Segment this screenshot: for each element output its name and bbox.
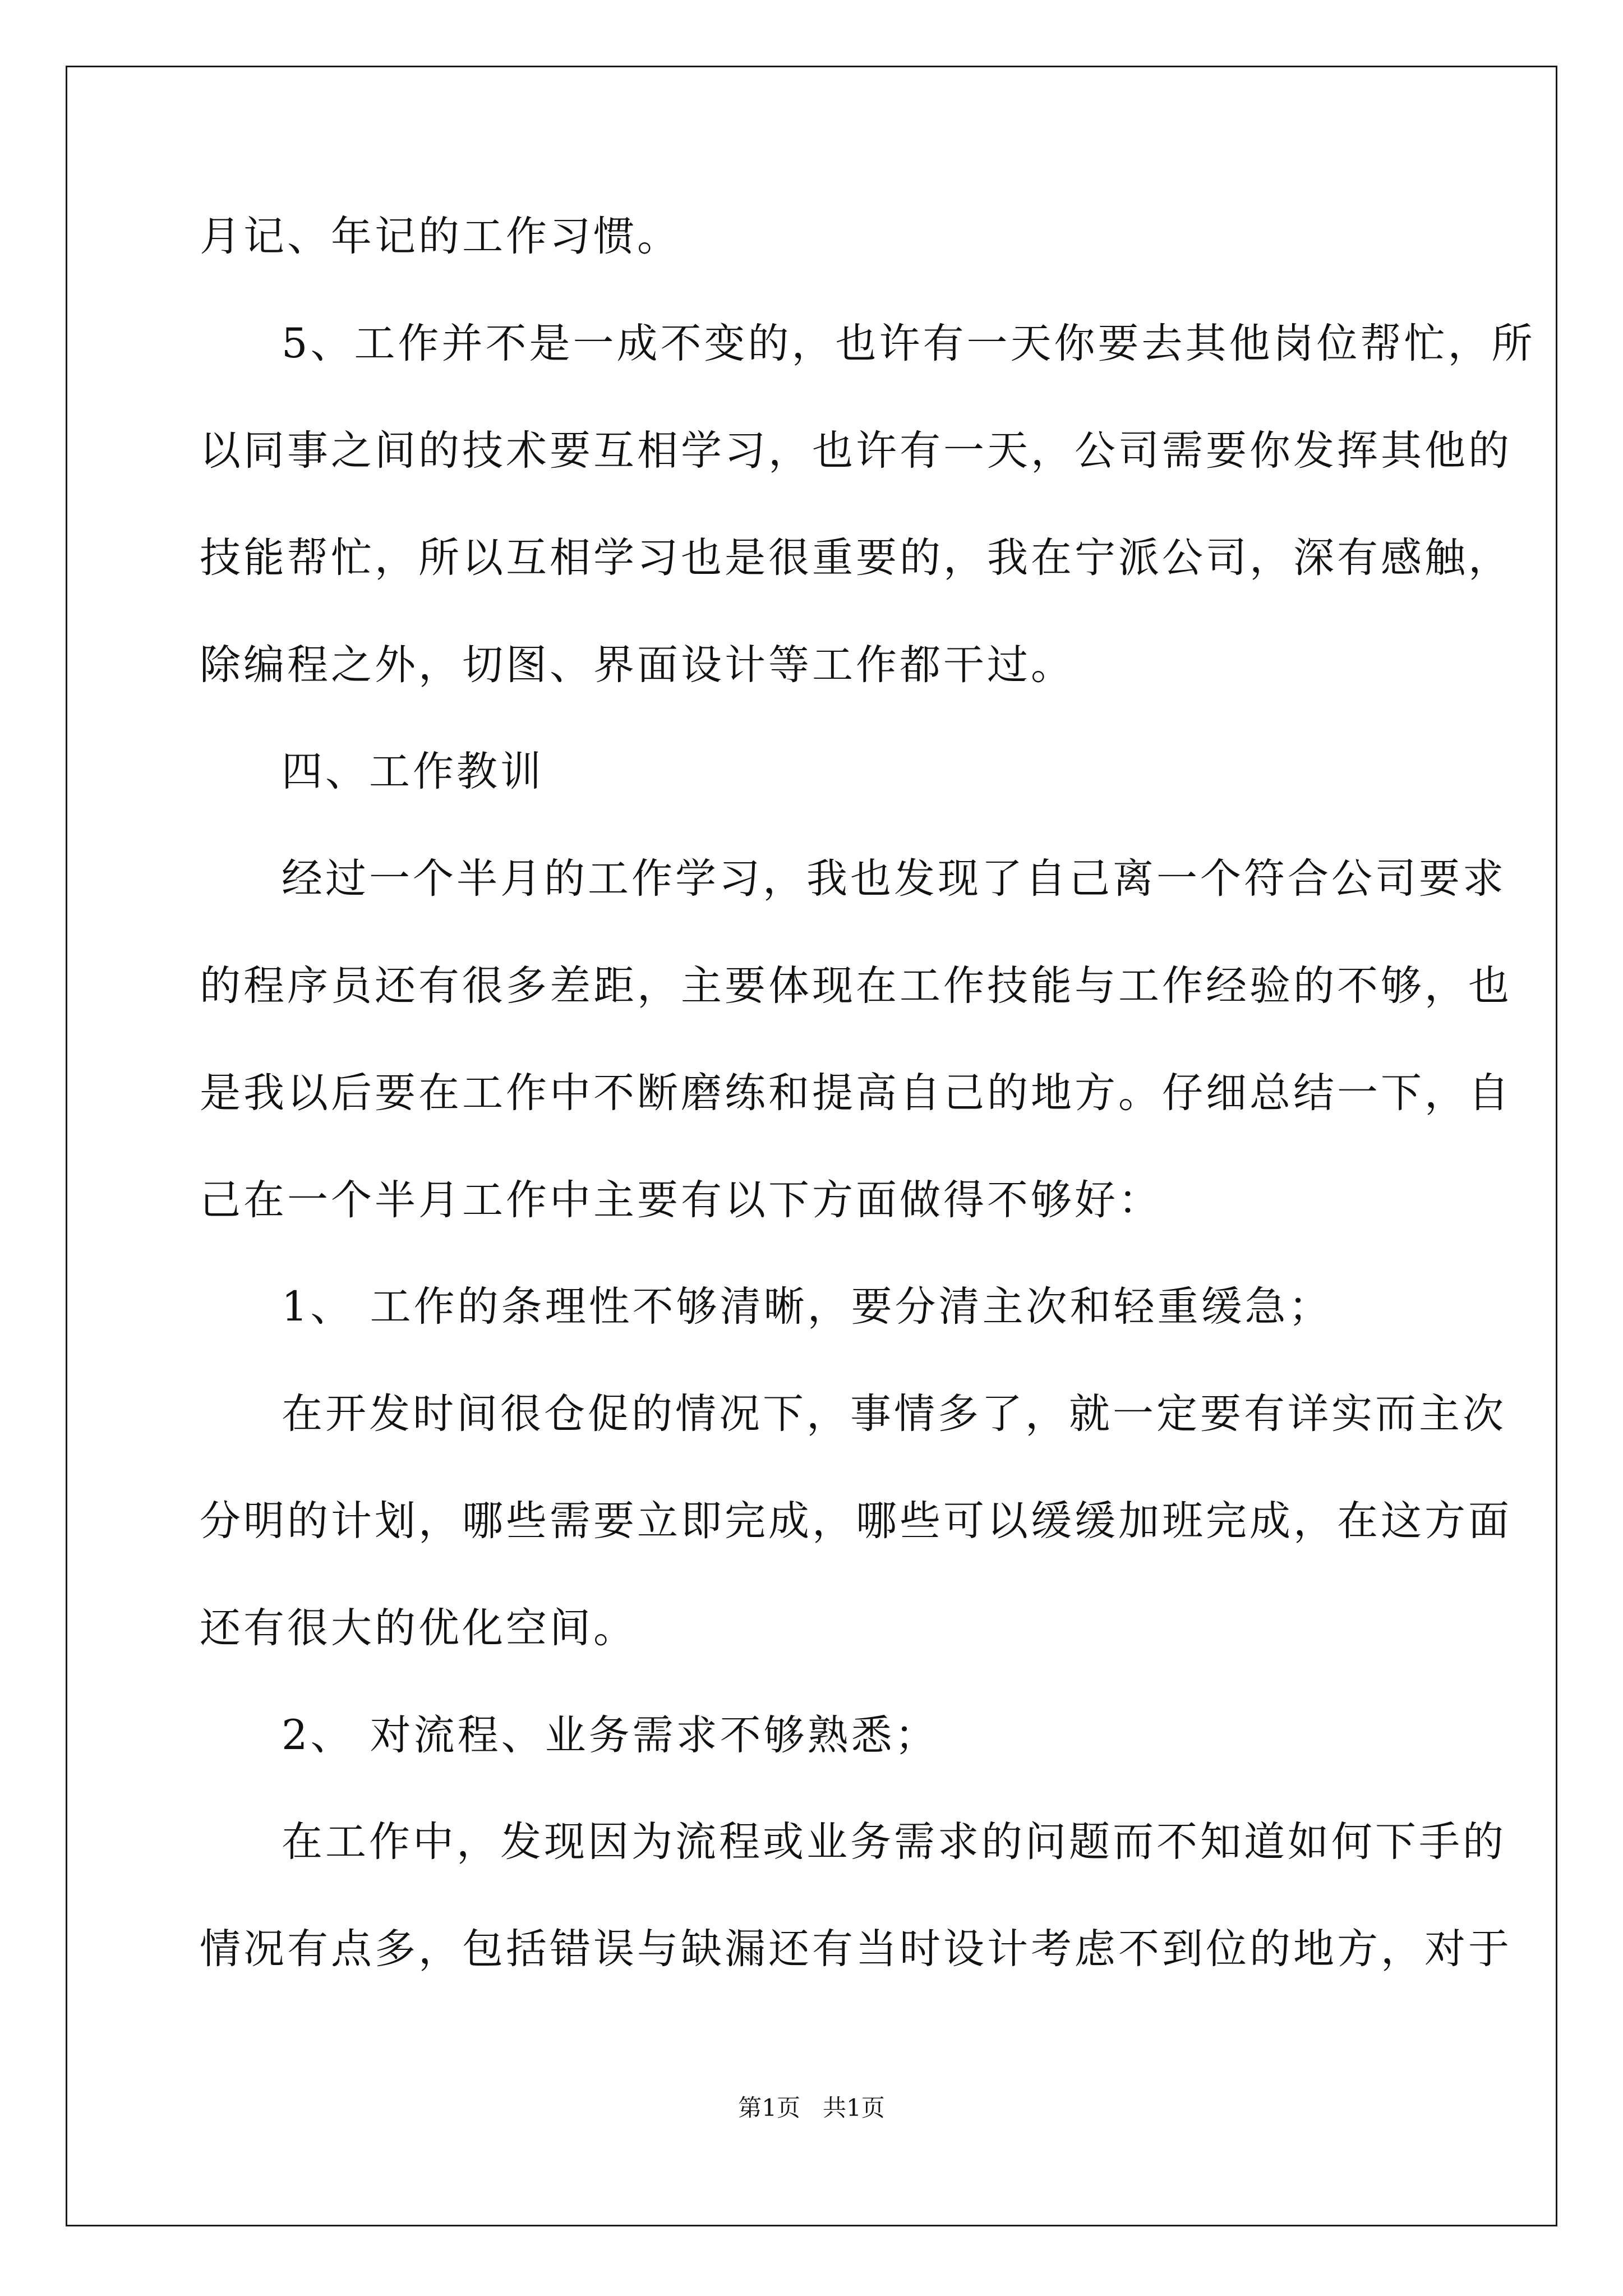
text-line-9: 是我以后要在工作中不断磨练和提高自己的地方。仔细总结一下，自	[200, 1069, 1512, 1117]
text-line-5: 除编程之外，切图、界面设计等工作都干过。	[200, 641, 1075, 689]
section-heading: 四、工作教训	[282, 748, 544, 795]
list-item-1: 1、 工作的条理性不够清晰，要分清主次和轻重缓急；	[282, 1283, 1332, 1331]
page-border	[66, 66, 1557, 2226]
text-line-3: 以同事之间的技术要互相学习，也许有一天，公司需要你发挥其他的	[200, 427, 1512, 475]
text-line-4: 技能帮忙，所以互相学习也是很重要的，我在宁派公司，深有感触，	[200, 534, 1512, 582]
list-item-2: 2、 对流程、业务需求不够熟悉；	[282, 1711, 939, 1759]
text-line-16: 在工作中，发现因为流程或业务需求的问题而不知道如何下手的	[282, 1818, 1506, 1866]
text-line-12: 在开发时间很仓促的情况下，事情多了，就一定要有详实而主次	[282, 1390, 1506, 1438]
page-footer: 第1页 共1页	[738, 2094, 885, 2122]
text-line-14: 还有很大的优化空间。	[200, 1604, 637, 1652]
text-line-10: 己在一个半月工作中主要有以下方面做得不够好：	[200, 1176, 1162, 1224]
text-line-7: 经过一个半月的工作学习，我也发现了自己离一个符合公司要求	[282, 855, 1506, 903]
text-line-1: 月记、年记的工作习惯。	[200, 213, 681, 260]
text-line-13: 分明的计划，哪些需要立即完成，哪些可以缓缓加班完成，在这方面	[200, 1497, 1512, 1545]
text-line-8: 的程序员还有很多差距，主要体现在工作技能与工作经验的不够，也	[200, 962, 1512, 1010]
text-line-17: 情况有点多，包括错误与缺漏还有当时设计考虑不到位的地方，对于	[200, 1925, 1512, 1973]
text-line-2: 5、工作并不是一成不变的，也许有一天你要去其他岗位帮忙，所	[282, 320, 1536, 367]
